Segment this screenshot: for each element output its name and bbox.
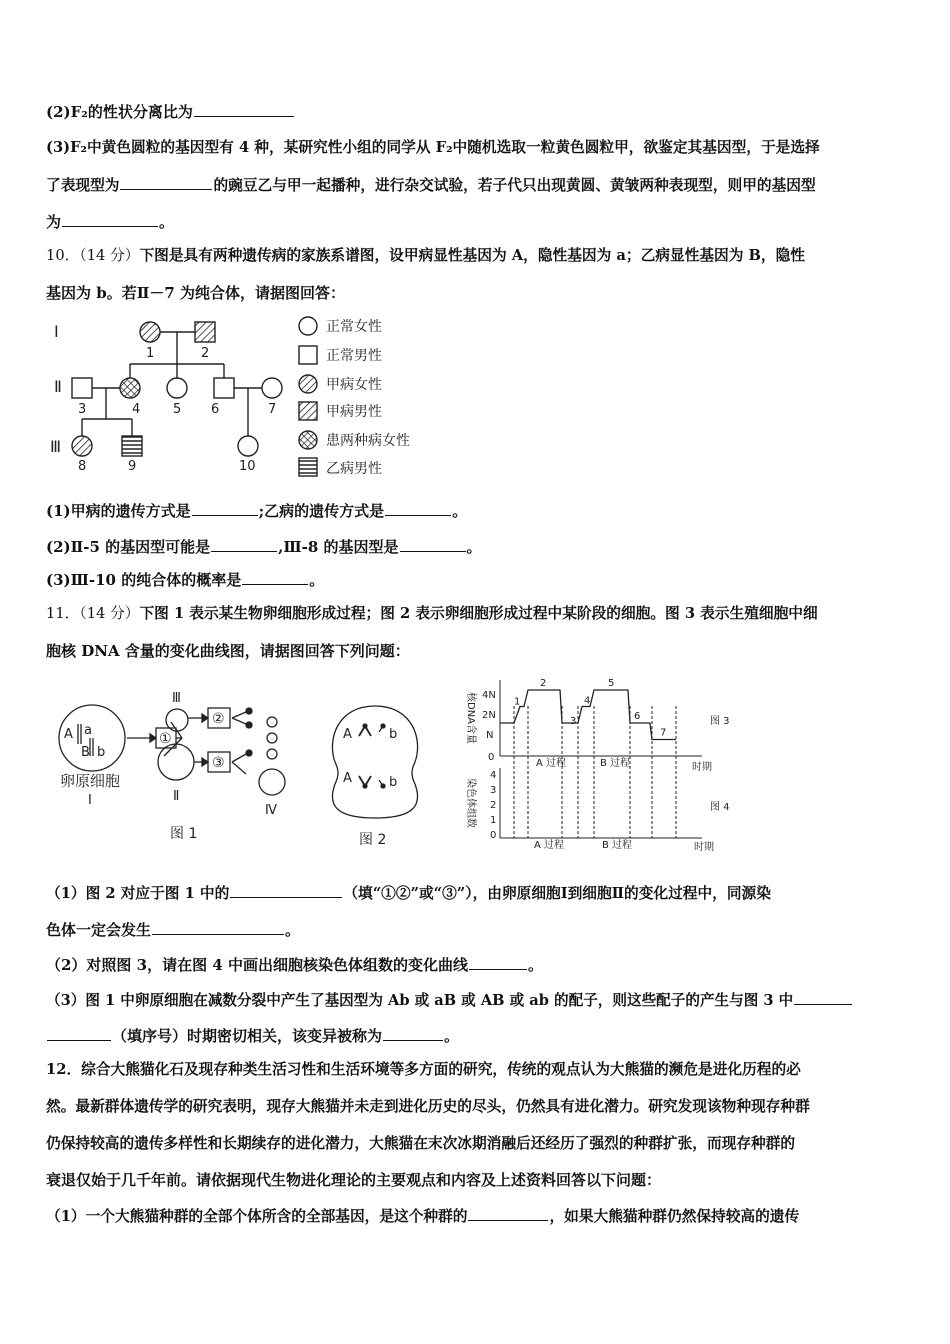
text: 然。最新群体遗传学的研究表明，现存大熊猫并未走到进化历史的尽头，仍然具有进化潜力。研究发现该物种现存种群 — [46, 1098, 810, 1115]
legend-symbol — [299, 458, 317, 476]
text: （1）一个大熊猫种群的全部个体所含的全部基因，是这个种群的 — [46, 1208, 468, 1225]
text: ，如果大熊猫种群仍然保持较高的遗传 — [549, 1208, 800, 1225]
answer-blank[interactable] — [400, 537, 466, 552]
answer-blank[interactable] — [62, 212, 158, 227]
q11-3 — [46, 990, 853, 1011]
stage-label: 1 — [514, 696, 521, 708]
roman-label: Ⅳ — [265, 803, 277, 818]
legend-symbol — [299, 375, 317, 393]
id-label: 6 — [211, 402, 220, 417]
q11-2 — [46, 955, 543, 975]
text: 基因为 b。若Ⅱ－7 为纯合体，请据图回答： — [46, 284, 346, 302]
text: 胞核 DNA 含量的变化曲线图，请据图回答下列问题： — [46, 642, 410, 660]
answer-blank[interactable] — [47, 1026, 111, 1041]
answer-blank[interactable] — [120, 175, 212, 190]
answer-blank[interactable] — [794, 990, 852, 1005]
text: 。 — [159, 213, 175, 231]
gene-label: A — [343, 771, 352, 786]
answer-blank[interactable] — [385, 501, 451, 516]
text: 为 — [46, 213, 62, 231]
text: 色体一定会发生 — [46, 921, 152, 939]
q12-stem-1 — [46, 1060, 801, 1080]
polar-body — [267, 733, 277, 743]
y-tick-label: 0 — [490, 830, 497, 841]
q10-3 — [46, 570, 324, 590]
legend-label: 甲病男性 — [326, 404, 382, 420]
legend-symbol — [299, 346, 317, 364]
individual-9 — [122, 436, 142, 456]
y-axis-label: 核DNA含量 — [465, 692, 476, 745]
y-tick-label: 4 — [490, 770, 497, 781]
generation-label: Ⅰ — [54, 322, 59, 341]
question-number: 10．（14 分） — [46, 247, 140, 264]
x-axis-label: 时期 — [694, 842, 714, 853]
id-label: 8 — [78, 459, 87, 474]
individual-1 — [140, 322, 160, 342]
gene-label: A — [343, 727, 352, 742]
q10-stem-2 — [46, 283, 345, 303]
y-tick-label: 2 — [490, 800, 497, 811]
figure-caption: 图 3 — [710, 716, 730, 727]
legend-label: 患两种病女性 — [326, 433, 410, 449]
generation-label: Ⅲ — [50, 437, 62, 456]
step-label: ② — [212, 711, 225, 727]
q12-stem-3 — [46, 1134, 795, 1154]
individual-2 — [195, 322, 215, 342]
text: （填序号）时期密切相关，该变异被称为 — [112, 1027, 383, 1045]
question-number: 11．（14 分） — [46, 605, 140, 622]
text: (3)F₂中黄色圆粒的基因型有 4 种，某研究性小组的同学从 F₂中随机选取一粒黄色圆粒甲，欲鉴定其基因型，于是选择 — [46, 139, 820, 156]
individual-8 — [72, 436, 92, 456]
gene-label: a — [84, 723, 92, 738]
process-label: B 过程 — [600, 758, 631, 769]
process-label: A 过程 — [536, 758, 567, 769]
answer-blank[interactable] — [152, 920, 284, 935]
y-tick-label: N — [486, 730, 494, 741]
roman-label: Ⅲ — [172, 691, 181, 706]
figure-caption: 图 1 — [170, 826, 198, 842]
gene-label: A — [64, 727, 73, 742]
text: （填“①②”或“③”），由卵原细胞Ⅰ到细胞Ⅱ的变化过程中，同源染 — [343, 885, 771, 902]
stage-label: 6 — [634, 711, 641, 722]
text: 。 — [444, 1027, 460, 1045]
stage-label: 7 — [660, 727, 667, 739]
answer-blank[interactable] — [211, 537, 277, 552]
answer-blank[interactable] — [230, 883, 342, 898]
legend-symbol — [299, 402, 317, 420]
figure-1-oogenesis — [46, 682, 316, 850]
individual-5 — [167, 378, 187, 398]
q12-1 — [46, 1206, 799, 1227]
figure-2-cell — [325, 700, 425, 852]
pedigree-chart — [46, 312, 436, 480]
roman-label: Ⅱ — [173, 789, 180, 804]
answer-blank[interactable] — [242, 570, 308, 585]
text: (2)Ⅱ-5 的基因型可能是 — [46, 538, 211, 556]
figure-caption: 图 4 — [710, 802, 730, 813]
y-tick-label: 3 — [490, 785, 497, 796]
y-axis-label: 染色体组数 — [465, 778, 476, 828]
gene-label: b — [97, 745, 106, 760]
process-label: A 过程 — [534, 840, 565, 851]
polar-body — [267, 717, 277, 727]
text: (1)甲病的遗传方式是 — [46, 502, 191, 520]
text: （2）对照图 3，请在图 4 中画出细胞核染色体组数的变化曲线 — [46, 956, 468, 974]
text: 。 — [309, 571, 325, 589]
roman-label: Ⅰ — [88, 793, 92, 808]
id-label: 7 — [268, 402, 277, 417]
y-tick-label: 0 — [488, 752, 495, 763]
text: 12．综合大熊猫化石及现存种类生活习性和生活环境等多方面的研究，传统的观点认为大熊猫的濒危是进化历程的必 — [46, 1061, 801, 1078]
q11-stem-2 — [46, 641, 410, 661]
gene-label: b — [389, 727, 398, 742]
q11-1 — [46, 883, 771, 904]
answer-blank[interactable] — [194, 102, 294, 117]
text: 了表现型为 — [46, 177, 120, 194]
legend-label: 正常女性 — [326, 319, 382, 335]
answer-blank[interactable] — [469, 955, 527, 970]
stage-label: 2 — [540, 678, 547, 689]
legend-label: 甲病女性 — [326, 377, 382, 393]
text: （3）图 1 中卵原细胞在减数分裂中产生了基因型为 Ab 或 aB 或 AB 或 ab 的配子，则这些配子的产生与图 3 中 — [46, 992, 794, 1009]
id-label: 2 — [201, 346, 210, 361]
line-phenotype — [46, 175, 816, 196]
id-label: 4 — [132, 402, 141, 417]
text: 衰退仅始于几千年前。请依据现代生物进化理论的主要观点和内容及上述资料回答以下问题： — [46, 1171, 662, 1189]
legend-symbol — [299, 317, 317, 335]
text: 的豌豆乙与甲一起播种，进行杂交试验，若子代只出现黄圆、黄皱两种表现型，则甲的基因型 — [213, 177, 816, 194]
text: 下图 1 表示某生物卵细胞形成过程；图 2 表示卵细胞形成过程中某阶段的细胞。图 3 表示生殖细胞中细 — [139, 605, 818, 622]
answer-blank[interactable] — [383, 1026, 443, 1041]
q10-2 — [46, 537, 482, 557]
legend-label: 乙病男性 — [326, 461, 382, 477]
figure-caption: 图 2 — [359, 832, 387, 848]
text: 。 — [527, 956, 543, 974]
id-label: 3 — [78, 402, 87, 417]
stage-label: 5 — [608, 678, 615, 689]
legend-label: 正常男性 — [326, 348, 382, 364]
q11-1-cont — [46, 920, 300, 940]
y-tick-label: 4N — [482, 690, 496, 701]
stage-label: 3 — [570, 716, 577, 727]
text: 下图是具有两种遗传病的家族系谱图，设甲病显性基因为 A，隐性基因为 a；乙病显性基因为 B，隐性 — [139, 247, 805, 264]
text: ;乙病的遗传方式是 — [258, 502, 385, 520]
line-genotype-answer — [46, 212, 174, 232]
id-label: 5 — [173, 402, 182, 417]
figure-3-4-charts — [462, 670, 752, 858]
q12-stem-2 — [46, 1097, 810, 1117]
polar-body — [267, 749, 277, 759]
text: (2)F₂的性状分离比为 — [46, 103, 193, 121]
text: 。 — [285, 921, 301, 939]
cell-iii — [166, 709, 188, 731]
gene-label: b — [389, 775, 398, 790]
answer-blank[interactable] — [192, 501, 258, 516]
y-tick-label: 2N — [482, 710, 496, 721]
step-label: ③ — [212, 755, 225, 771]
q11-3-cont — [46, 1026, 459, 1046]
individual-3 — [72, 378, 92, 398]
x-axis-label: 时期 — [692, 762, 712, 773]
text: (3)Ⅲ-10 的纯合体的概率是 — [46, 571, 242, 589]
text: ,Ⅲ-8 的基因型是 — [278, 538, 399, 556]
process-label: B 过程 — [602, 840, 633, 851]
individual-6 — [214, 378, 234, 398]
line-f2-ratio — [46, 102, 295, 122]
id-label: 10 — [239, 459, 256, 474]
legend-symbol — [299, 431, 317, 449]
answer-blank[interactable] — [468, 1206, 548, 1221]
line-f2-genotype — [46, 138, 820, 158]
generation-label: Ⅱ — [54, 377, 62, 396]
text: 。 — [452, 502, 468, 520]
cell-iv — [259, 769, 285, 795]
q12-stem-4 — [46, 1170, 661, 1190]
cell-ii — [158, 744, 194, 780]
gene-label: B — [81, 745, 90, 760]
text: （1）图 2 对应于图 1 中的 — [46, 885, 230, 902]
q11-stem — [46, 604, 818, 624]
q10-stem — [46, 246, 805, 266]
individual-4 — [120, 378, 140, 398]
text: 仍保持较高的遗传多样性和长期续存的进化潜力，大熊猫在末次冰期消融后还经历了强烈的种群扩张，而现存种群的 — [46, 1135, 796, 1152]
step-label: ① — [159, 731, 172, 747]
y-tick-label: 1 — [490, 815, 497, 826]
dividing-cell-outline — [332, 706, 417, 818]
q10-1 — [46, 501, 467, 521]
individual-10 — [238, 436, 258, 456]
id-label: 9 — [128, 459, 137, 474]
individual-7 — [262, 378, 282, 398]
text: 。 — [466, 538, 482, 556]
cell-label: 卵原细胞 — [60, 772, 121, 790]
stage-label: 4 — [584, 695, 591, 707]
id-label: 1 — [146, 346, 155, 361]
